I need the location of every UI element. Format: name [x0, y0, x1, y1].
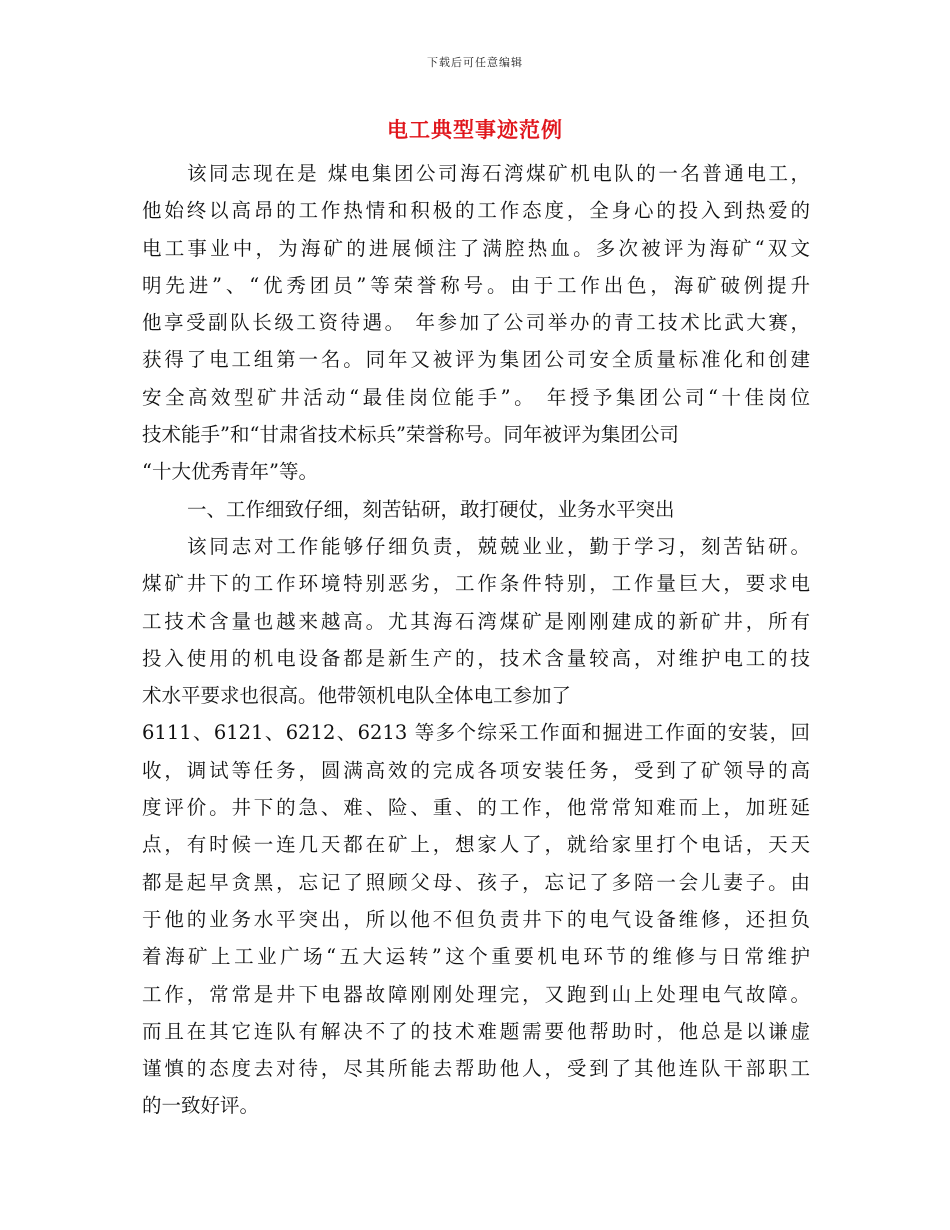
text-line: 该同志对工作能够仔细负责，兢兢业业，勤于学习，刻苦钻研。: [187, 534, 810, 558]
text-line: 谨慎的态度去对待，尽其所能去帮助他人，受到了其他连队干部职工: [142, 1057, 810, 1081]
text-line: 术水平要求也很高。他带领机电队全体电工参加了: [142, 684, 572, 708]
text-line: 该同志现在是 煤电集团公司海石湾煤矿机电队的一名普通电工，: [187, 162, 810, 185]
text-line: 点，有时候一连几天都在矿上，想家人了，就给家里打个电话，天天: [142, 833, 810, 857]
text-line: 电工事业中，为海矿的进展倾注了满腔热血。多次被评为海矿“双文: [142, 236, 810, 260]
text-line: 明先进”、“优秀团员”等荣誉称号。由于工作出色，海矿破例提升: [142, 273, 810, 297]
text-line: 6111、6121、6212、6213 等多个综采工作面和掘进工作面的安装，回: [142, 721, 810, 745]
text-line: 着海矿上工业广场“五大运转”这个重要机电环节的维修与日常维护: [142, 945, 810, 969]
text-line: 都是起早贪黑，忘记了照顾父母、孩子，忘记了多陪一会儿妻子。由: [142, 870, 810, 894]
text-line: 获得了电工组第一名。同年又被评为集团公司安全质量标准化和创建: [142, 348, 810, 372]
text-line: 他享受副队长级工资待遇。 年参加了公司举办的青工技术比武大赛，: [142, 311, 810, 335]
text-line: 度评价。井下的急、难、险、重、的工作，他常常知难而上，加班延: [142, 796, 810, 820]
text-line: 工作，常常是井下电器故障刚刚处理完，又跑到山上处理电气故障。: [142, 982, 810, 1006]
text-line: 投入使用的机电设备都是新生产的，技术含量较高，对维护电工的技: [142, 646, 810, 670]
text-line: 收，调试等任务，圆满高效的完成各项安装任务，受到了矿领导的高: [142, 758, 810, 782]
page-header: 下载后可任意编辑: [427, 56, 523, 69]
text-line: “十大优秀青年”等。: [142, 460, 318, 484]
text-line: 安全高效型矿井活动“最佳岗位能手”。 年授予集团公司“十佳岗位: [142, 385, 810, 409]
text-line: 于他的业务水平突出，所以他不但负责井下的电气设备维修，还担负: [142, 907, 810, 931]
text-line: 一、工作细致仔细，刻苦钻研，敢打硬仗，业务水平突出: [187, 497, 675, 521]
text-line: 工技术含量也越来越高。尤其海石湾煤矿是刚刚建成的新矿井，所有: [142, 609, 810, 633]
text-line: 他始终以高昂的工作热情和积极的工作态度，全身心的投入到热爱的: [142, 199, 810, 223]
text-line: 而且在其它连队有解决不了的技术难题需要他帮助时，他总是以谦虚: [142, 1019, 810, 1043]
document-body: [142, 155, 810, 1125]
text-line: 的一致好评。: [142, 1094, 260, 1118]
text-line: 技术能手”和“甘肃省技术标兵”荣誉称号。同年被评为集团公司: [142, 423, 679, 447]
text-line: 煤矿井下的工作环境特别恶劣，工作条件特别，工作量巨大，要求电: [142, 572, 810, 596]
document-title: 电工典型事迹范例: [387, 118, 563, 142]
